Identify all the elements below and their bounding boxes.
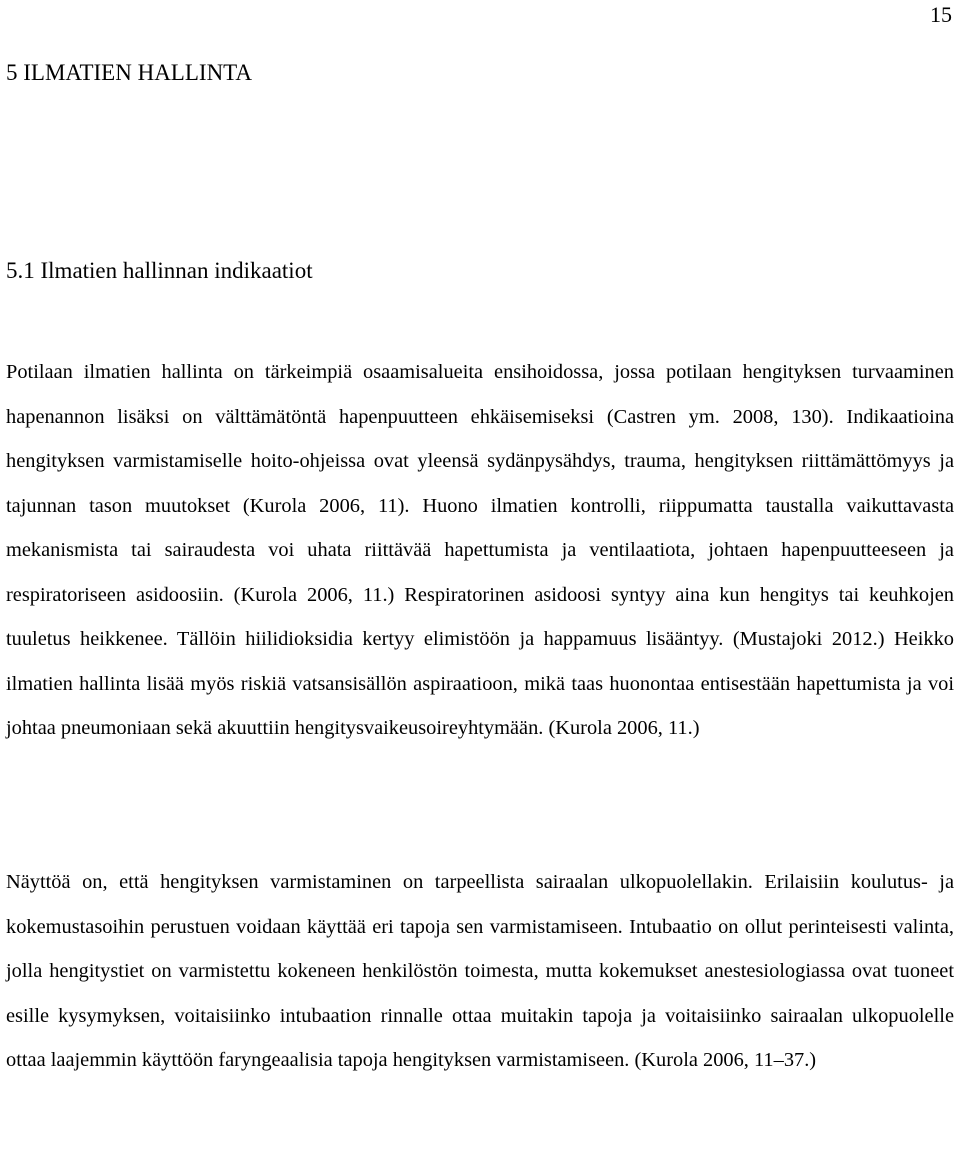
- section-heading: 5.1 Ilmatien hallinnan indikaatiot: [6, 258, 313, 283]
- chapter-heading: 5 ILMATIEN HALLINTA: [6, 60, 252, 85]
- body-paragraph: Näyttöä on, että hengityksen varmistaminen on tarpeellista sairaalan ulkopuolellakin. Erilaisiin koulutus- ja kokemustasoihin perustuen voidaan käyttää eri tapoja sen varmistamiseen. Intubaatio on ollut perinteisesti valinta, jolla hengitystiet on varmistettu kokeneen henkilöstön toimesta, mutta kokemukset anestesiologiassa ovat tuoneet esille kysymyksen, voitaisiinko intubaation rinnalle ottaa muitakin tapoja ja voitaisiinko sairaalan ulkopuolelle ottaa laajemmin käyttöön faryngeaalisia tapoja hengityksen varmistamiseen. (Kurola 2006, 11–37.): [6, 871, 954, 1071]
- page-number: 15: [930, 2, 952, 27]
- body-paragraph: Potilaan ilmatien hallinta on tärkeimpiä osaamisalueita ensihoidossa, jossa potilaan hengityksen turvaaminen hapenannon lisäksi on välttämätöntä hapenpuutteen ehkäisemiseksi (Castren ym. 2008, 130). Indikaatioina hengityksen varmistamiselle hoito-ohjeissa ovat yleensä sydänpysähdys, trauma, hengityksen riittämättömyys ja tajunnan tason muutokset (Kurola 2006, 11). Huono ilmatien kontrolli, riippumatta taustalla vaikuttavasta mekanismista tai sairaudesta voi uhata riittävää hapettumista ja ventilaatiota, johtaen hapenpuutteeseen ja respiratoriseen asidoosiin. (Kurola 2006, 11.) Respiratorinen asidoosi syntyy aina kun hengitys tai keuhkojen tuuletus heikkenee. Tällöin hiilidioksidia kertyy elimistöön ja happamuus lisääntyy. (Mustajoki 2012.) Heikko ilmatien hallinta lisää myös riskiä vatsansisällön aspiraatioon, mikä taas huonontaa entisestään hapettumista ja voi johtaa pneumoniaan sekä akuuttiin hengitysvaikeusoireyhtymään. (Kurola 2006, 11.): [6, 361, 954, 739]
